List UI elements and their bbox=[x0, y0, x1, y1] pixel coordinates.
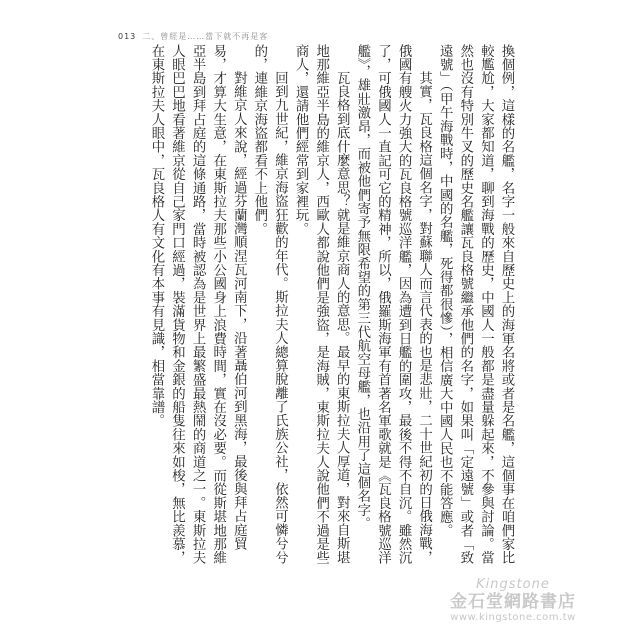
watermark-url: www.kingstone.com.tw bbox=[450, 612, 576, 624]
watermark-brand: Kingstone bbox=[476, 577, 550, 592]
section-title: 二、曾經是……當下就不再是客 bbox=[142, 32, 269, 41]
paragraph: 換個例，這樣的名艦，名字一般來自歷史上的海軍名將或者是名艦，這個事在咱們家比較尷尬，大家都知道，聊到海戰的歷史，中國人一般都是盡量躲起來，不參與討論。當然也沒有特別牛叉的歷史名艦讓瓦良格號繼承他們的名字，如果叫「定遠號」或者「致遠號」（甲午海戰時，中國的名艦，死得都很慘），相信廣大中國人民也不能答應。 bbox=[437, 44, 514, 565]
watermark-store-name: 金石堂網路書店 bbox=[450, 591, 576, 612]
paragraph: 其實，瓦良格這個名字，對蘇聯人而言代表的也是悲壯，二十世紀初的日俄海戰，俄國有艘火力強大的瓦良格號巡洋艦，因為遭到日艦的圍攻，最後不得不自沉。雖然沉了，可俄國人一直記可它的精神，所以，俄羅斯海軍有首著名軍歌就是《瓦良格號巡洋艦》，雄壯激昂，而被他們寄予無限希望的第三代航空母艦，也沿用了這個名字。 bbox=[354, 44, 432, 565]
vertical-body-text bbox=[145, 44, 516, 570]
store-watermark bbox=[438, 578, 588, 624]
paragraph: 回到九世紀，維京海盜狂歡的年代。斯拉夫人總算脫離了氏族公社，依然可憐兮兮的，連維京海盜都看不上他們。 bbox=[251, 44, 288, 564]
paragraph: 對維京人來說，經過芬蘭灣順涅瓦河南下，沿著聶伯河到黑海，最後與拜占庭貿易，才算大生意，在東斯拉夫那些小公國身上浪費時間，實在沒必要。而從斯堪地那維亞半島到拜占庭的這條通路，當時被認為是世界上最繁盛最熱鬧的商道之一。東斯拉夫人眼巴巴地看著維京從自己家門口經過，裝滿貨物和金銀的船隻往來如梭，無比羨慕，在東斯拉夫人眼中，瓦良格人有文化有本事有見識，相當靠譜。 bbox=[148, 44, 247, 565]
running-header bbox=[118, 31, 268, 42]
paragraph: 瓦良格到底什麼意思？就是維京商人的意思。最早的東斯拉夫人厚道，對來自斯堪地那維亞半島的維京人，西歐人都說他們是強盜，是海賊，東斯拉夫人說他們不過是些商人，還請他們經常到家裡玩。 bbox=[293, 44, 350, 565]
page-number: 013 bbox=[118, 32, 137, 41]
